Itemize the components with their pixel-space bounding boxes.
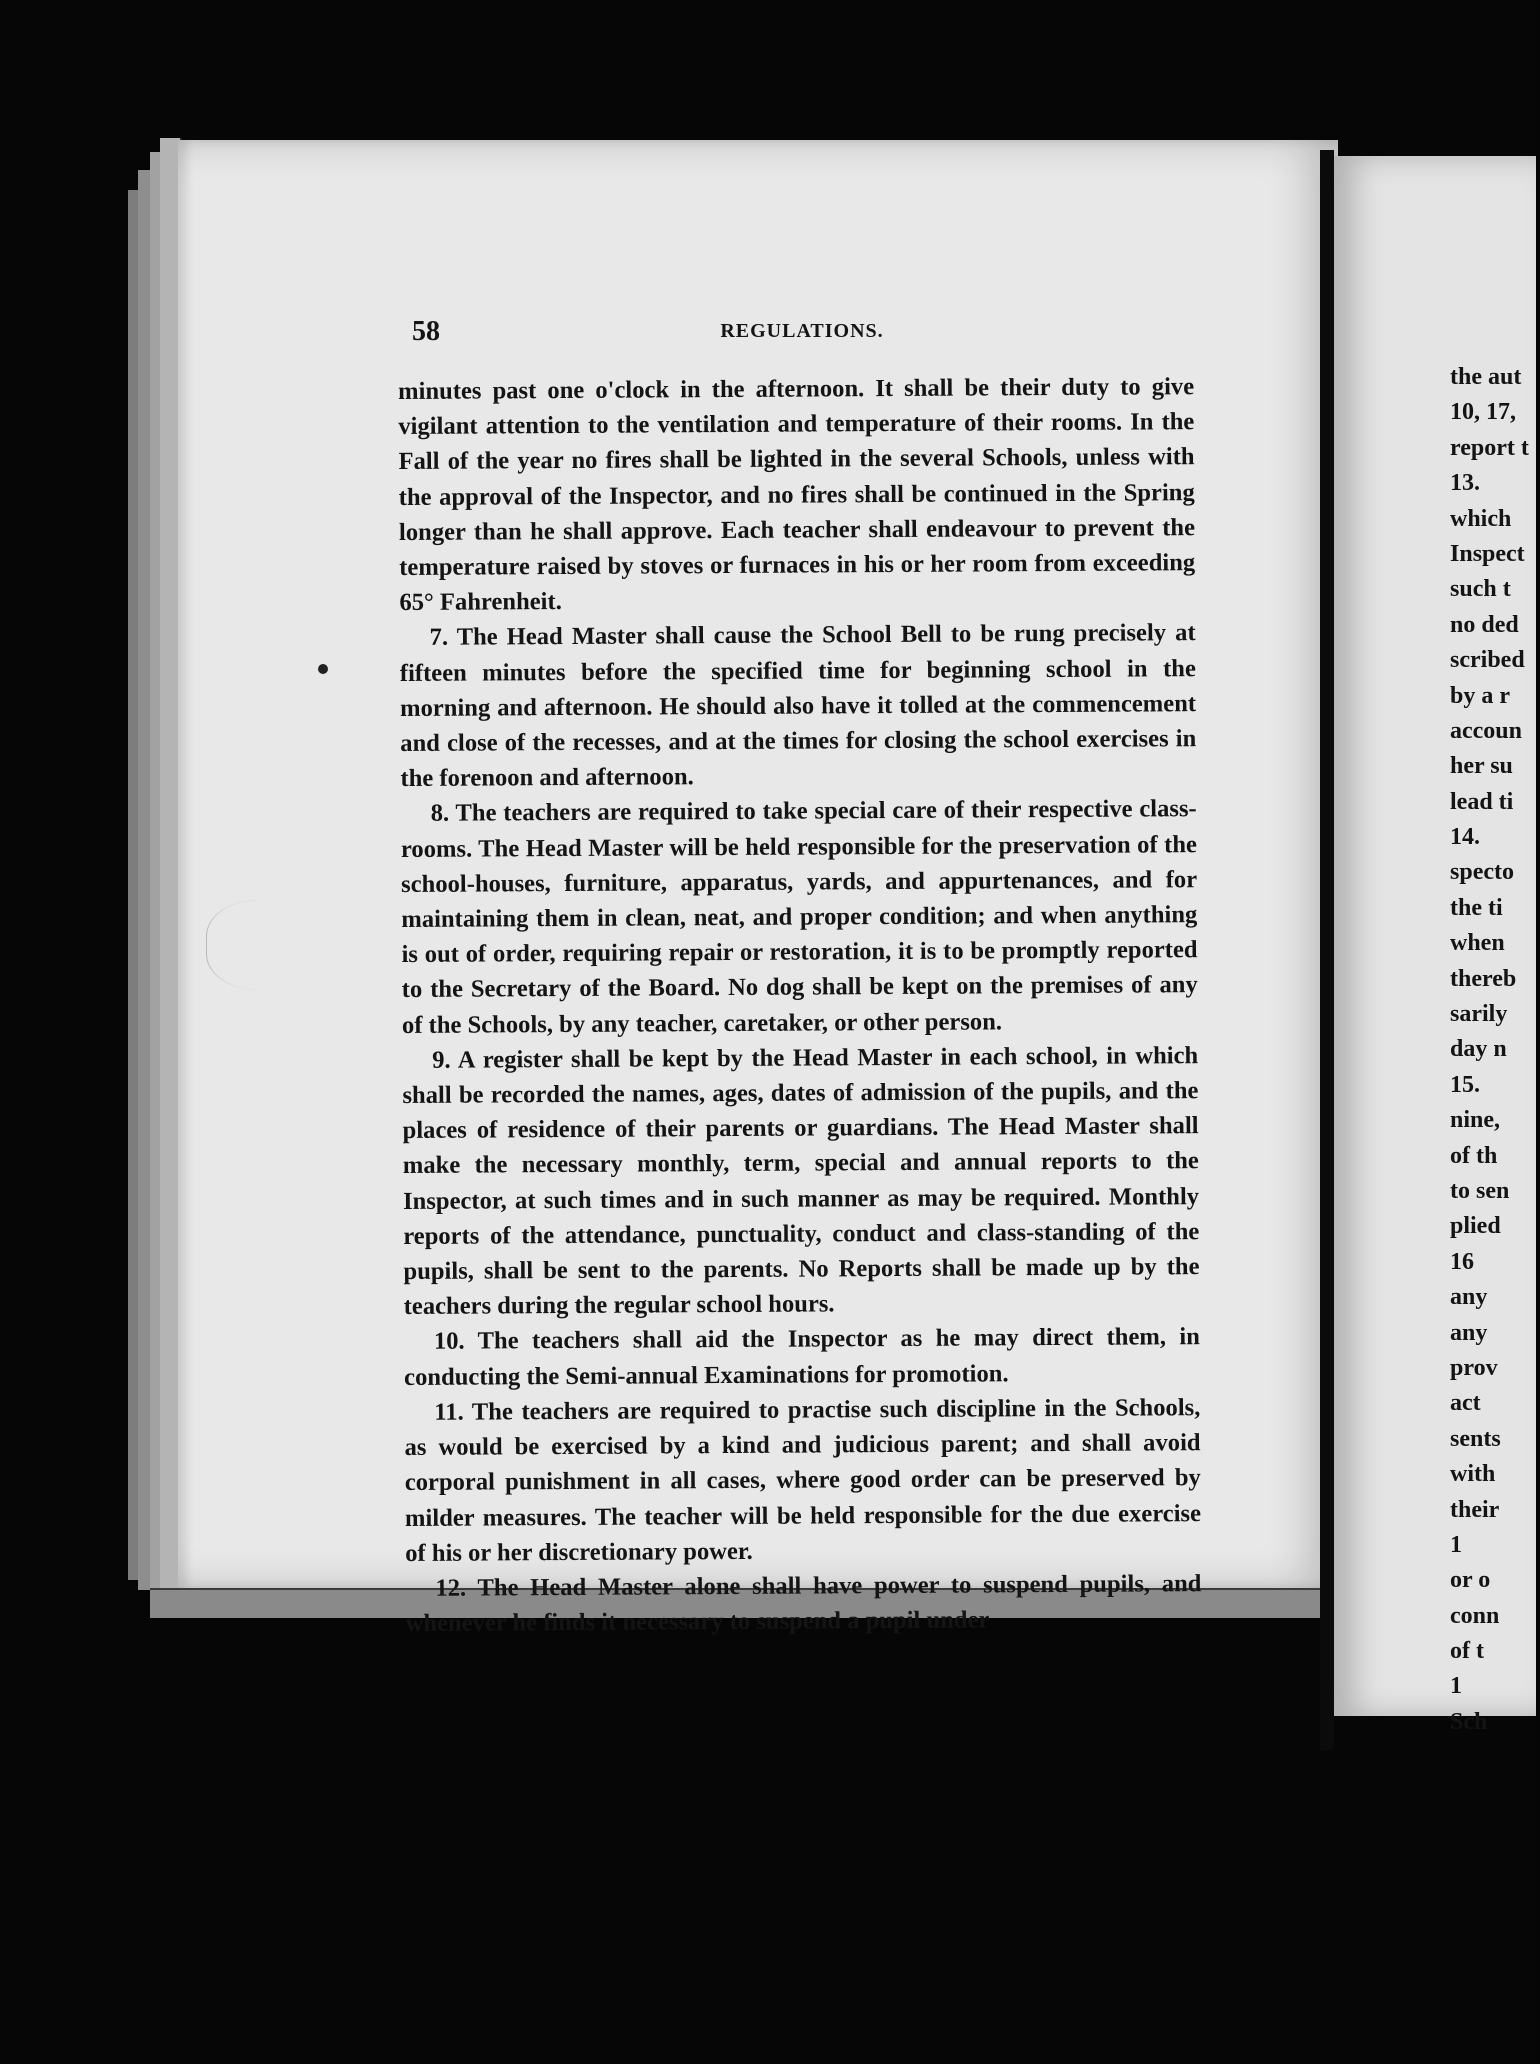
right-page-line: sents (1450, 1425, 1501, 1452)
right-page-line: Inspect (1450, 540, 1525, 567)
right-page-line: lead ti (1450, 788, 1514, 815)
right-page-line: report t (1450, 434, 1529, 461)
right-page-line: act (1450, 1390, 1481, 1417)
right-page-line: of th (1450, 1142, 1498, 1169)
right-page-line: specto (1450, 859, 1514, 886)
right-page-line: with (1450, 1461, 1496, 1488)
right-page-line: the ti (1450, 894, 1503, 921)
right-page-line: day n (1450, 1036, 1507, 1063)
right-page-line: any (1450, 1319, 1488, 1346)
paragraph: 10. The teachers shall aid the Inspector as he may direct them, in conducting the Semi-annual Examinations for promotion. (404, 1323, 1200, 1391)
right-page-line: when (1450, 930, 1505, 957)
running-head (412, 316, 1192, 356)
body-text (398, 369, 1202, 1641)
right-page-line: 15. (1450, 1071, 1480, 1098)
paragraph: 9. A register shall be kept by the Head Master in each school, in which shall be recorded the names, ages, dates of admission of the pupils, and the places of residence of their parents or guardians. The Head Master shall make the necessary monthly, term, special and annual reports to the Inspector, at such times and in such manner as may be required. Monthly reports of the attendance, punctuality, conduct and class-standing of the pupils, shall be sent to the parents. No Reports shall be made up by the teachers during the regular school hours. (402, 1041, 1200, 1321)
paragraph: minutes past one o'clock in the afternoon. It shall be their duty to give vigilant attention to the ventilation and temperature of their rooms. In the Fall of the year no fires shall be lighted in the several Schools, unless with the approval of the Inspector, and no fires shall be continued in the Spring longer than he shall approve. Each teacher shall endeavour to prevent the temperature raised by stoves or furnaces in his or her room from exceeding 65° Fahrenheit. (398, 373, 1196, 617)
right-page-line: 14. (1450, 824, 1480, 851)
ink-dot (318, 664, 328, 674)
right-page-line: Sch (1450, 1708, 1488, 1735)
right-page-line: the aut (1450, 364, 1522, 390)
right-page-line: prov (1450, 1354, 1498, 1381)
right-page-line: 13. (1450, 470, 1480, 497)
right-page-text-clip (1440, 360, 1536, 1735)
paragraph: 8. The teachers are required to take special care of their respective class-rooms. The Head Master will be held responsible for the preservation of the school-houses, furniture, apparatus, yards, and appurtenances, and for maintaining them in clean, neat, and proper condition; and when anything is out of order, requiring repair or restoration, it is to be promptly reported to the Secretary of the Board. No dog shall be kept on the premises of any of the Schools, by any teacher, caretaker, or other person. (400, 795, 1198, 1039)
paragraph: 7. The Head Master shall cause the School Bell to be rung precisely at fifteen minutes before the specified time for beginning school in the morning and afternoon. He should also have it tolled at the commencement and close of the recesses, and at the times for closing the school exercises in the forenoon and afternoon. (399, 619, 1197, 793)
right-page-line: her su (1450, 753, 1513, 780)
right-page-text (1450, 360, 1540, 1740)
right-page-line: of t (1450, 1638, 1484, 1665)
right-page-line: to sen (1450, 1177, 1510, 1204)
right-page-line: sarily (1450, 1001, 1508, 1028)
right-page-line: any (1450, 1284, 1488, 1311)
right-page-line: 1 (1450, 1531, 1462, 1558)
right-page-line: plied (1450, 1213, 1501, 1240)
pencil-mark (206, 900, 337, 990)
right-page-line: by a r (1450, 682, 1510, 709)
right-page-line: their (1450, 1496, 1500, 1523)
right-page-line: thereb (1450, 965, 1517, 992)
page-number: 58 (412, 316, 440, 347)
running-head-title: REGULATIONS. (720, 320, 884, 342)
paragraph: 11. The teachers are required to practise such discipline in the Schools, as would be exercised by a kind and judicious parent; and shall avoid corporal punishment in all cases, where good order can be preserved by milder measures. The teacher will be held responsible for the due exercise of his or her discretionary power. (404, 1394, 1202, 1567)
right-page-line: or o (1450, 1567, 1491, 1594)
book-gutter (1320, 150, 1334, 1750)
right-page-line: nine, (1450, 1107, 1501, 1134)
paragraph: 12. The Head Master alone shall have power to suspend pupils, and whenever he finds it necessary to suspend a pupil under (405, 1570, 1202, 1638)
right-page-line: accoun (1450, 717, 1522, 744)
right-page-line: such t (1450, 576, 1511, 603)
right-page-line: no ded (1450, 611, 1519, 638)
right-page-line: conn (1450, 1602, 1500, 1629)
right-page-line: 10, 17, (1450, 399, 1516, 426)
right-page-line: 1 (1450, 1673, 1462, 1700)
right-page-line: which (1450, 505, 1512, 532)
right-page-line: 16 (1450, 1248, 1474, 1275)
right-page-line: scribed (1450, 647, 1525, 674)
